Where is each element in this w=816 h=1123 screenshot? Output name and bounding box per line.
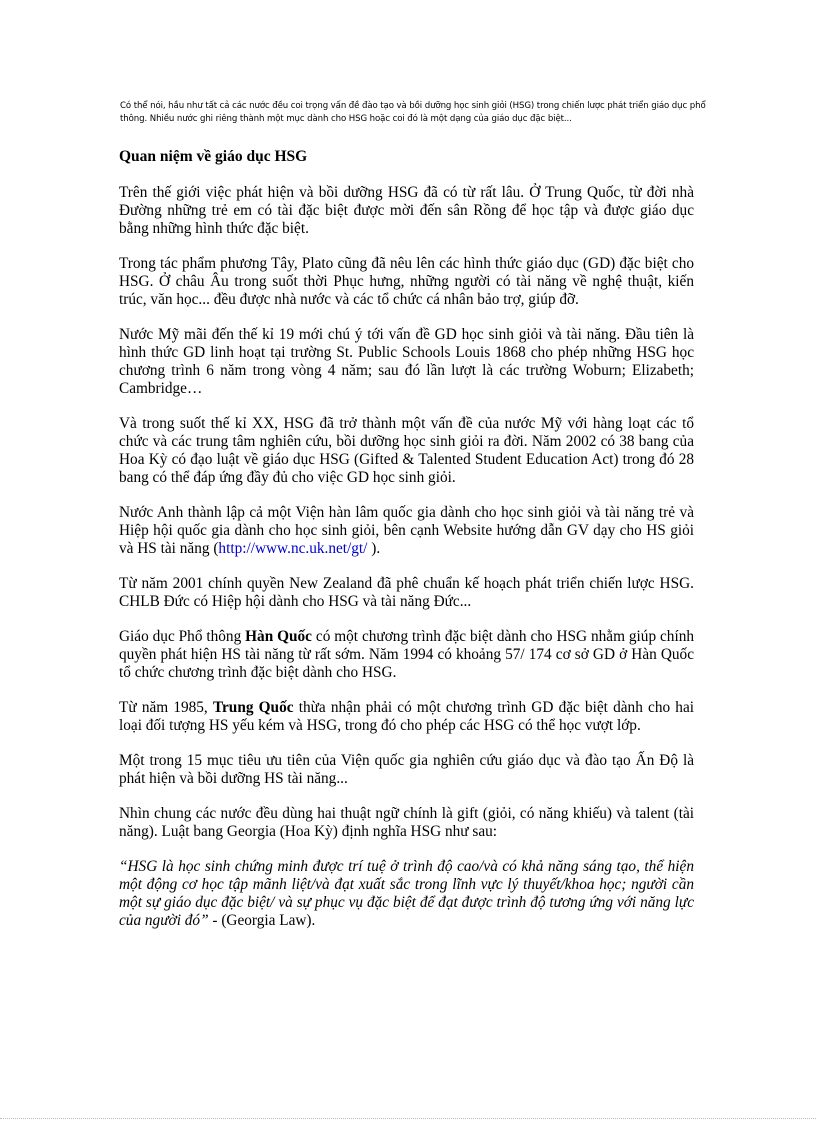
paragraph-7-text: Giáo dục Phổ thông <box>119 628 246 645</box>
china-bold: Trung Quốc <box>212 699 294 716</box>
paragraph-1: Trên thế giới việc phát hiện và bồi dưỡng HSG đã có từ rất lâu. Ở Trung Quốc, từ đời nhà Đường những trẻ em có tài đặc biệt được mời đến sân Rồng để học tập và được giáo dục bằng những hình thức đặc biệt. <box>119 184 694 237</box>
quote-source: - (Georgia Law). <box>208 912 316 929</box>
paragraph-8-text: Từ năm 1985, <box>119 699 213 716</box>
website-link[interactable]: http://www.nc.uk.net/gt/ <box>218 540 368 557</box>
paragraph-7 <box>119 628 694 682</box>
korea-bold: Hàn Quốc <box>245 628 312 645</box>
quote-text: “HSG là học sinh chứng minh được trí tuệ ở trình độ cao/và có khả năng sáng tạo, thể hiện một động cơ học tập mãnh liệt/và đạt xuất sắc trong lĩnh vực lý thuyết/khoa học; người cần một sự giáo dục đặc biệt/ và sự phục vụ đặc biệt để đạt được trình độ tương ứng với năng lực của người đó” <box>119 858 694 929</box>
intro-paragraph: Có thể nói, hầu như tất cả các nước đều coi trọng vấn đề đào tạo và bồi dưỡng học sinh giỏi (HSG) trong chiến lược phát triển giáo dục phổ thông. Nhiều nước ghi riêng thành một mục dành cho HSG hoặc coi đó là một dạng của giáo dục đặc biệt... <box>120 101 706 124</box>
paragraph-10: Nhìn chung các nước đều dùng hai thuật ngữ chính là gift (giỏi, có năng khiếu) và talent (tài năng). Luật bang Georgia (Hoa Kỳ) định nghĩa HSG như sau: <box>119 805 694 840</box>
paragraph-6: Từ năm 2001 chính quyền New Zealand đã phê chuẩn kế hoạch phát triển chiến lược HSG. CHLB Đức có Hiệp hội dành cho HSG và tài năng Đức... <box>119 575 694 610</box>
paragraph-7-rest: có một chương trình đặc biệt dành cho HSG nhằm giúp chính quyền phát hiện HS tài năng từ rất sớm. Năm 1994 có khoảng 57/ 174 cơ sở GD ở Hàn Quốc tổ chức chương trình đặc biệt dành cho HSG. <box>119 628 694 681</box>
paragraph-2: Trong tác phẩm phương Tây, Plato cũng đã nêu lên các hình thức giáo dục (GD) đặc biệt cho HSG. Ở châu Âu trong suốt thời Phục hưng, những người có tài năng về nghệ thuật, kiến trúc, văn học... đều được nhà nước và các tổ chức cá nhân bảo trợ, giúp đỡ. <box>119 255 694 308</box>
page-bottom-divider <box>0 1118 816 1119</box>
paragraph-5 <box>119 504 694 558</box>
section-heading: Quan niệm về giáo dục HSG <box>119 148 308 165</box>
georgia-quote <box>119 858 694 930</box>
paragraph-8 <box>119 699 694 735</box>
paragraph-3: Nước Mỹ mãi đến thế kỉ 19 mới chú ý tới vấn đề GD học sinh giỏi và tài năng. Đầu tiên là hình thức GD linh hoạt tại trường St. Public Schools Louis 1868 cho phép những HSG học chương trình 6 năm trong vòng 4 năm; sau đó lần lượt là các trường Woburn; Elizabeth; Cambridge… <box>119 326 694 397</box>
paragraph-5-text: Nước Anh thành lập cả một Viện hàn lâm quốc gia dành cho học sinh giỏi và tài năng trẻ và Hiệp hội quốc gia dành cho học sinh giỏi, bên cạnh Website hướng dẫn GV dạy cho HS giỏi và HS tài năng ( <box>119 504 694 557</box>
article-body <box>119 148 694 947</box>
paragraph-5-end: ). <box>367 540 381 557</box>
paragraph-8-rest: thừa nhận phải có một chương trình GD đặc biệt dành cho hai loại đối tượng HS yếu kém và HSG, trong đó cho phép các HSG có thể học vượt lớp. <box>119 699 694 734</box>
paragraph-9: Một trong 15 mục tiêu ưu tiên của Viện quốc gia nghiên cứu giáo dục và đào tạo Ấn Độ là phát hiện và bồi dưỡng HS tài năng... <box>119 752 694 787</box>
paragraph-4: Và trong suốt thế kỉ XX, HSG đã trở thành một vấn đề của nước Mỹ với hàng loạt các tổ chức và các trung tâm nghiên cứu, bồi dưỡng học sinh giỏi ra đời. Năm 2002 có 38 bang của Hoa Kỳ có đạo luật về giáo dục HSG (Gifted & Talented Student Education Act) trong đó 28 bang có thể đáp ứng đầy đủ cho việc GD học sinh giỏi. <box>119 415 694 486</box>
